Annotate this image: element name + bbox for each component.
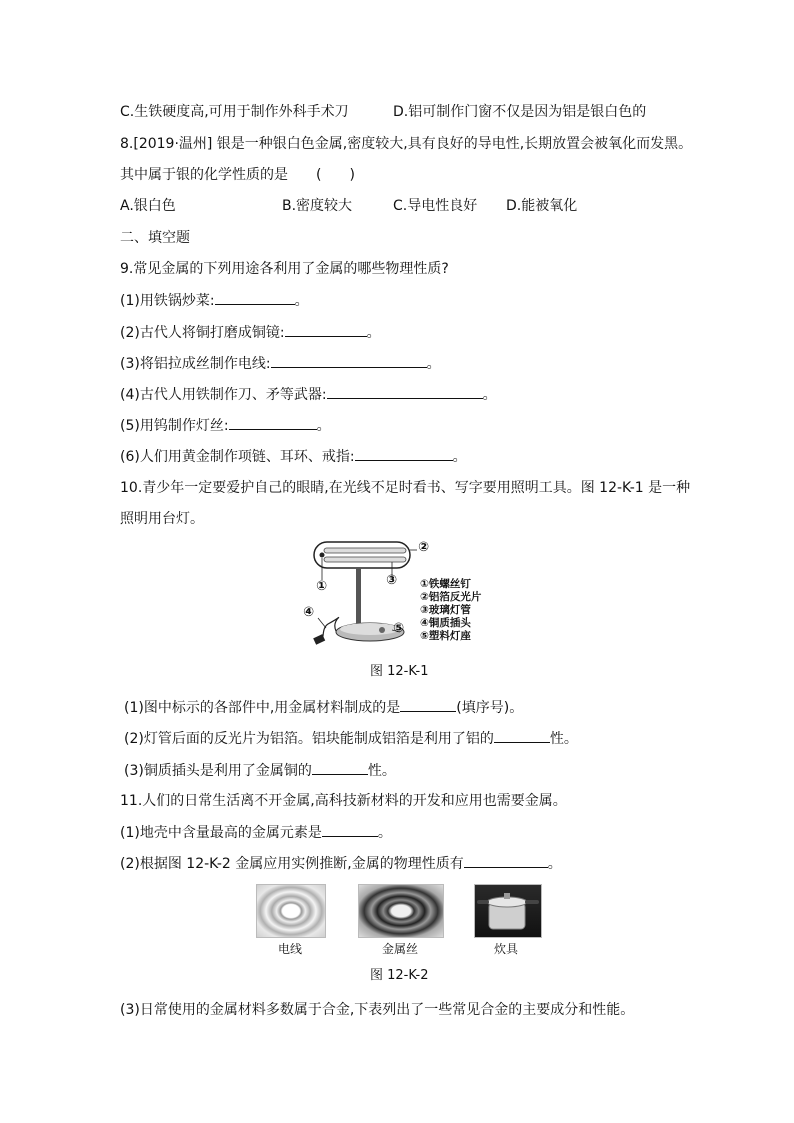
- lamp-marker-4: ④: [303, 605, 315, 620]
- q9-item-6-end: 。: [452, 449, 467, 465]
- q9-item-1-end: 。: [294, 293, 309, 309]
- pressure-cooker-icon: [475, 885, 541, 937]
- lamp-head: [314, 542, 410, 568]
- q11-sub2-text: (2)根据图 12-K-2 金属应用实例推断,金属的物理性质有: [120, 856, 464, 872]
- photo-electric-wire: [256, 884, 326, 938]
- q9-item-4-end: 。: [482, 387, 497, 403]
- q11-sub2: [120, 853, 562, 874]
- desk-lamp-figure: [300, 538, 430, 650]
- q10-sub2-blank[interactable]: [494, 728, 550, 743]
- lamp-legend-4: ④铜质插头: [420, 617, 471, 629]
- q9-item-4-blank[interactable]: [327, 384, 483, 399]
- photo-caption-wire: 电线: [278, 942, 303, 956]
- q10-sub1-blank[interactable]: [400, 697, 456, 712]
- photo-caption-metal-wire: 金属丝: [382, 942, 419, 956]
- lamp-pole: [356, 568, 361, 624]
- q11-sub1-tail: 。: [377, 825, 392, 841]
- q11-sub1-text: (1)地壳中含量最高的金属元素是: [120, 825, 322, 841]
- q8-stem-line2: 其中属于银的化学性质的是 ( ): [120, 167, 355, 183]
- q9-item-6: [120, 446, 467, 467]
- q11-sub2-tail: 。: [547, 856, 562, 872]
- q9-item-6-blank[interactable]: [355, 446, 453, 461]
- q10-stem-line1: 10.青少年一定要爱护自己的眼睛,在光线不足时看书、写字要用照明工具。图 12-K-1 是一种: [120, 480, 691, 496]
- q9-item-3: [120, 353, 441, 374]
- q9-item-6-text: (6)人们用黄金制作项链、耳环、戒指:: [120, 449, 355, 465]
- q11-sub1-blank[interactable]: [322, 822, 378, 837]
- photo-metal-wire: [358, 884, 444, 938]
- lamp-tube-2: [324, 557, 406, 562]
- lamp-cord: [322, 618, 339, 640]
- q7-option-d: D.铝可制作门窗不仅是因为铝是银白色的: [393, 104, 647, 120]
- q9-item-3-text: (3)将铝拉成丝制作电线:: [120, 356, 271, 372]
- lamp-legend-1: ①铁螺丝钉: [420, 578, 471, 590]
- photo-cookware: [474, 884, 542, 938]
- q9-item-5-text: (5)用钨制作灯丝:: [120, 418, 229, 434]
- lamp-marker-2: ②: [418, 540, 430, 555]
- lamp-legend-5: ⑤塑料灯座: [420, 630, 471, 642]
- q10-sub1-tail: (填序号)。: [456, 700, 524, 716]
- lamp-marker-3: ③: [386, 573, 398, 588]
- section-title: 二、填空题: [120, 230, 190, 246]
- q9-item-2: [120, 322, 381, 343]
- lamp-tube-1: [324, 548, 406, 553]
- figure-caption-12-k-1: 图 12-K-1: [370, 664, 429, 679]
- lamp-legend-2: ②铝箔反光片: [420, 591, 482, 603]
- q10-sub1: [124, 697, 523, 718]
- q7-option-c: C.生铁硬度高,可用于制作外科手术刀: [120, 104, 349, 120]
- q10-sub2: [124, 728, 578, 749]
- q11-stem: 11.人们的日常生活离不开金属,高科技新材料的开发和应用也需要金属。: [120, 793, 567, 809]
- q9-item-5-blank[interactable]: [229, 415, 317, 430]
- q9-item-1-text: (1)用铁锅炒菜:: [120, 293, 215, 309]
- q9-item-1: [120, 290, 309, 311]
- q8-option-c: C.导电性良好: [393, 198, 478, 214]
- lamp-legend: [420, 578, 481, 643]
- lamp-screw: [320, 553, 325, 558]
- q9-item-2-blank[interactable]: [285, 322, 367, 337]
- q9-item-4: [120, 384, 497, 405]
- lamp-legend-3: ③玻璃灯管: [420, 604, 471, 616]
- q11-sub2-blank[interactable]: [464, 853, 548, 868]
- q9-item-3-end: 。: [426, 356, 441, 372]
- q10-sub2-tail: 性。: [549, 731, 578, 747]
- q8-stem-line1: 8.[2019·温州] 银是一种银白色金属,密度较大,具有良好的导电性,长期放置会被氧化而发黑。: [120, 136, 693, 152]
- q9-item-5: [120, 415, 331, 436]
- q11-sub3: (3)日常使用的金属材料多数属于合金,下表列出了一些常见合金的主要成分和性能。: [120, 1002, 635, 1018]
- q9-stem: 9.常见金属的下列用途各利用了金属的哪些物理性质?: [120, 261, 449, 277]
- q10-stem-line2: 照明用台灯。: [120, 511, 204, 527]
- photo-caption-cookware: 炊具: [494, 942, 519, 956]
- q10-sub1-text: (1)图中标示的各部件中,用金属材料制成的是: [124, 700, 401, 716]
- q10-sub2-text: (2)灯管后面的反光片为铝箔。铝块能制成铝箔是利用了铝的: [124, 731, 494, 747]
- q8-option-d: D.能被氧化: [506, 198, 578, 214]
- q10-sub3-blank[interactable]: [312, 760, 368, 775]
- q8-option-a: A.银白色: [120, 198, 176, 214]
- lamp-marker-1: ①: [316, 579, 328, 594]
- q9-item-3-blank[interactable]: [271, 353, 427, 368]
- q10-sub3-tail: 性。: [367, 763, 396, 779]
- q9-item-1-blank[interactable]: [215, 290, 295, 305]
- q9-item-2-text: (2)古代人将铜打磨成铜镜:: [120, 325, 285, 341]
- q10-sub3-text: (3)铜质插头是利用了金属铜的: [124, 763, 312, 779]
- q11-sub1: [120, 822, 392, 843]
- q10-sub3: [124, 760, 396, 781]
- lamp-marker-5: ⑤: [393, 621, 405, 636]
- figure-caption-12-k-2: 图 12-K-2: [370, 968, 429, 983]
- q9-item-4-text: (4)古代人用铁制作刀、矛等武器:: [120, 387, 327, 403]
- q9-item-2-end: 。: [366, 325, 381, 341]
- q8-option-b: B.密度较大: [282, 198, 353, 214]
- q9-item-5-end: 。: [316, 418, 331, 434]
